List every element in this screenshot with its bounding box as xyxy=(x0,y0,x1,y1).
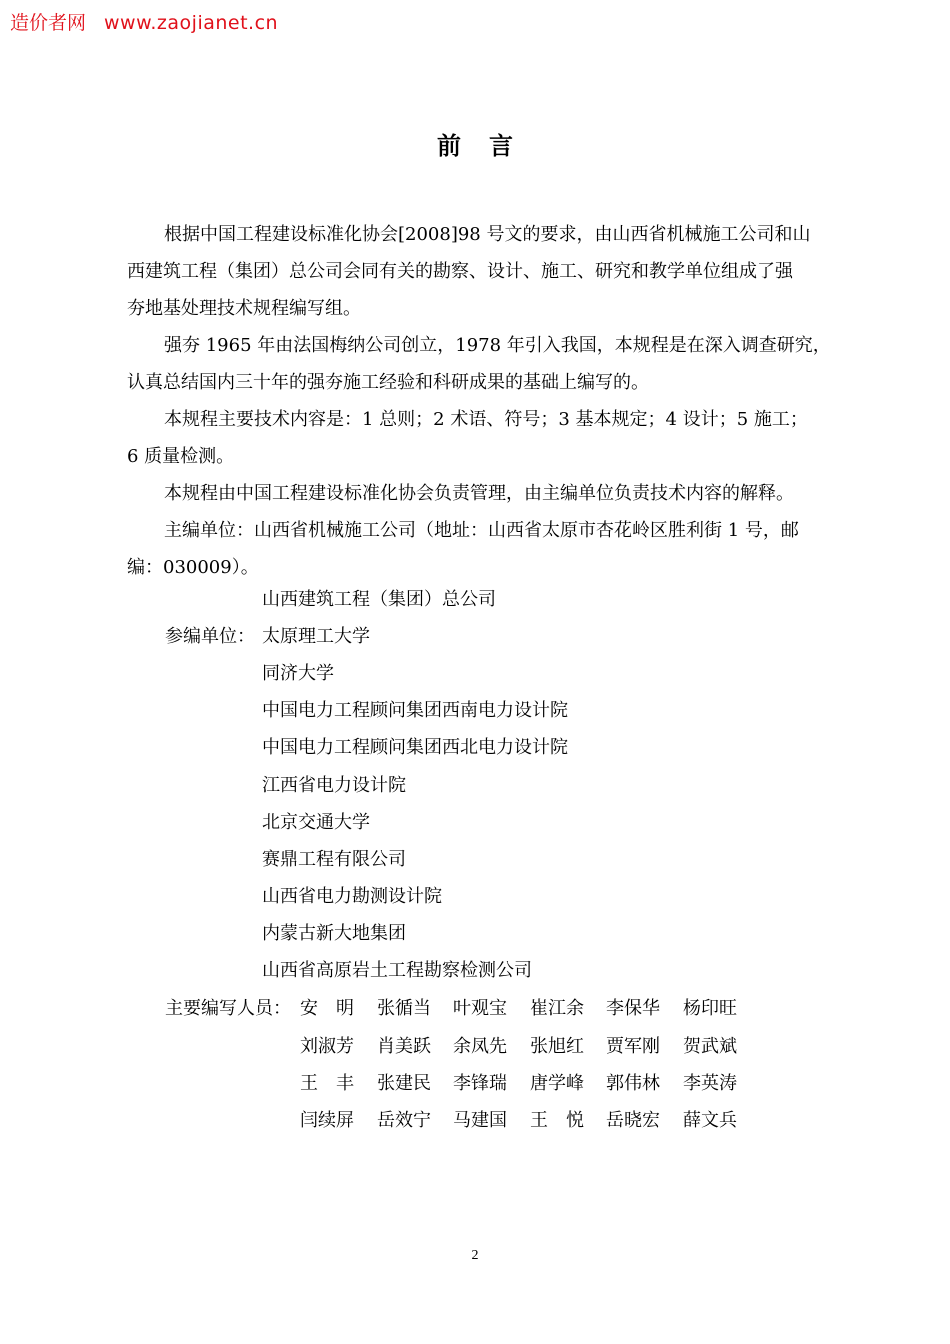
watermark-site: www.zaojianet.cn xyxy=(104,12,279,34)
drafter-name: 安 明 xyxy=(300,998,354,1019)
drafter-name: 岳晓宏 xyxy=(606,1110,660,1131)
participating-units-label: 参编单位： xyxy=(165,626,255,647)
participating-unit: 中国电力工程顾问集团西南电力设计院 xyxy=(262,700,568,721)
drafter-name: 刘淑芳 xyxy=(300,1036,354,1057)
paragraph-history xyxy=(127,327,838,401)
drafter-name: 杨印旺 xyxy=(683,998,737,1019)
drafter-name: 张循当 xyxy=(377,998,431,1019)
drafter-name: 王 悦 xyxy=(530,1110,584,1131)
drafter-name: 张建民 xyxy=(377,1073,431,1094)
drafter-name: 贺武斌 xyxy=(683,1036,737,1057)
participating-unit: 中国电力工程顾问集团西北电力设计院 xyxy=(262,737,568,758)
drafter-name: 余凤先 xyxy=(453,1036,507,1057)
paragraph-line: 根据中国工程建设标准化协会[2008]98 号文的要求，由山西省机械施工公司和山 xyxy=(164,224,811,245)
paragraph-contents xyxy=(127,401,838,475)
paragraph-chief-unit xyxy=(127,512,838,586)
drafter-name: 李英涛 xyxy=(683,1073,737,1094)
drafter-name: 唐学峰 xyxy=(530,1073,584,1094)
drafter-name: 李保华 xyxy=(606,998,660,1019)
drafter-name: 薛文兵 xyxy=(683,1110,737,1131)
drafter-name: 李锋瑞 xyxy=(453,1073,507,1094)
watermark-brand: 造价者网 xyxy=(10,12,87,34)
participating-unit: 北京交通大学 xyxy=(262,812,370,833)
paragraph-line: 夯地基处理技术规程编写组。 xyxy=(127,298,361,319)
drafter-name: 张旭红 xyxy=(530,1036,584,1057)
paragraph-line: 6 质量检测。 xyxy=(127,446,235,467)
drafter-name: 贾军刚 xyxy=(606,1036,660,1057)
page-number: 2 xyxy=(471,1248,479,1263)
participating-unit: 山西省电力勘测设计院 xyxy=(262,886,442,907)
paragraph-line: 西建筑工程（集团）总公司会同有关的勘察、设计、施工、研究和教学单位组成了强 xyxy=(127,261,793,282)
participating-unit: 太原理工大学 xyxy=(262,626,370,647)
site-watermark xyxy=(10,8,278,35)
paragraph-management xyxy=(127,475,838,512)
drafter-name: 闫续屏 xyxy=(300,1110,354,1131)
drafter-name: 岳效宁 xyxy=(377,1110,431,1131)
participating-unit: 赛鼎工程有限公司 xyxy=(262,849,406,870)
drafter-name: 肖美跃 xyxy=(377,1036,431,1057)
drafter-name: 王 丰 xyxy=(300,1073,354,1094)
participating-unit: 山西省高原岩土工程勘察检测公司 xyxy=(262,960,532,981)
paragraph-line: 强夯 1965 年由法国梅纳公司创立，1978 年引入我国，本规程是在深入调查研究， xyxy=(164,335,831,356)
paragraph-line: 认真总结国内三十年的强夯施工经验和科研成果的基础上编写的。 xyxy=(127,372,649,393)
participating-unit: 同济大学 xyxy=(262,663,334,684)
drafters-label: 主要编写人员： xyxy=(165,998,291,1019)
drafter-name: 崔江余 xyxy=(530,998,584,1019)
paragraph-line: 本规程主要技术内容是：1 总则；2 术语、符号；3 基本规定；4 设计；5 施工； xyxy=(164,409,808,430)
participating-unit: 内蒙古新大地集团 xyxy=(262,923,406,944)
paragraph-line: 主编单位：山西省机械施工公司（地址：山西省太原市杏花岭区胜利街 1 号，邮 xyxy=(164,520,799,541)
chief-unit-second: 山西建筑工程（集团）总公司 xyxy=(262,589,496,610)
page-title: 前言 xyxy=(437,131,541,160)
drafter-name: 马建国 xyxy=(453,1110,507,1131)
paragraph-line: 本规程由中国工程建设标准化协会负责管理，由主编单位负责技术内容的解释。 xyxy=(164,483,794,504)
drafter-name: 叶观宝 xyxy=(453,998,507,1019)
drafter-name: 郭伟林 xyxy=(606,1073,660,1094)
paragraph-basis xyxy=(127,216,838,327)
participating-unit: 江西省电力设计院 xyxy=(262,775,406,796)
paragraph-line: 编：030009）。 xyxy=(127,557,259,578)
